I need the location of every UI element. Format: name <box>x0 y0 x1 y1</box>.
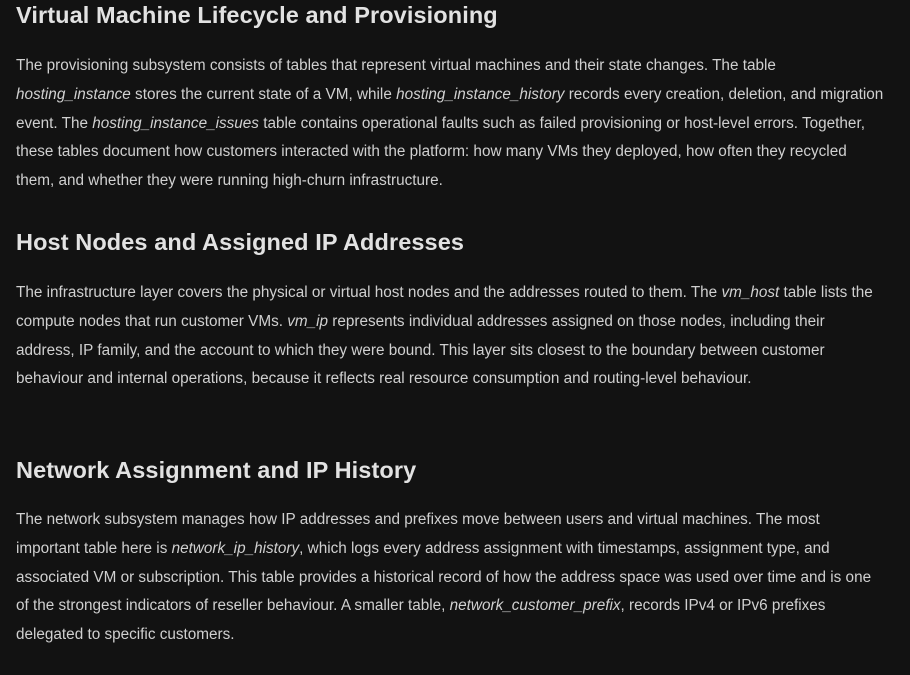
paragraph-text: table contains operational faults such as failed provisioning or host-level errors. Together, these tables document how customers interacted with the platform: how many VMs they deployed, how often they recycled them, and whether they were running high-churn infrastructure. <box>16 114 865 189</box>
section-heading: Network Assignment and IP History <box>16 457 417 483</box>
paragraph-text: stores the current state of a VM, while <box>130 85 397 103</box>
paragraph-text: The provisioning subsystem consists of tables that represent virtual machines and their state changes. The table <box>16 57 776 74</box>
section-paragraph <box>16 279 886 394</box>
paragraph-text: records every creation, deletion, and migration event. The <box>16 85 884 132</box>
table-name: vm_ip <box>287 312 329 330</box>
paragraph-text: , records IPv4 or IPv6 prefixes delegated to specific customers. <box>16 597 826 643</box>
paragraph-text: represents individual addresses assigned on those nodes, including their address, IP family, and the account to which they were bound. This layer sits closest to the boundary between customer behaviour and internal operations, because it reflects real resource consumption and routing-level behaviour. <box>16 312 825 388</box>
section-paragraph <box>16 506 886 650</box>
table-name: network_customer_prefix <box>449 597 621 615</box>
table-name: vm_host <box>721 284 780 301</box>
section-paragraph <box>16 52 886 196</box>
paragraph-text: , which logs every address assignment with timestamps, assignment type, and associated VM or subscription. This table provides a historical record of how the address space was used over time and is one of the strongest indicators of reseller behaviour. A smaller table, <box>16 539 872 615</box>
table-name: hosting_instance_history <box>396 85 565 103</box>
table-name: hosting_instance_issues <box>92 114 259 132</box>
paragraph-text: table lists the compute nodes that run customer VMs. <box>16 284 873 330</box>
paragraph-text: The infrastructure layer covers the physical or virtual host nodes and the addresses routed to them. The <box>16 284 722 301</box>
table-name: network_ip_history <box>171 539 300 557</box>
paragraph-text: The network subsystem manages how IP addresses and prefixes move between users and virtual machines. The most important table here is <box>16 511 820 557</box>
section-heading: Virtual Machine Lifecycle and Provisioning <box>16 2 498 28</box>
section-heading: Host Nodes and Assigned IP Addresses <box>16 229 465 255</box>
table-name: hosting_instance <box>16 85 131 103</box>
